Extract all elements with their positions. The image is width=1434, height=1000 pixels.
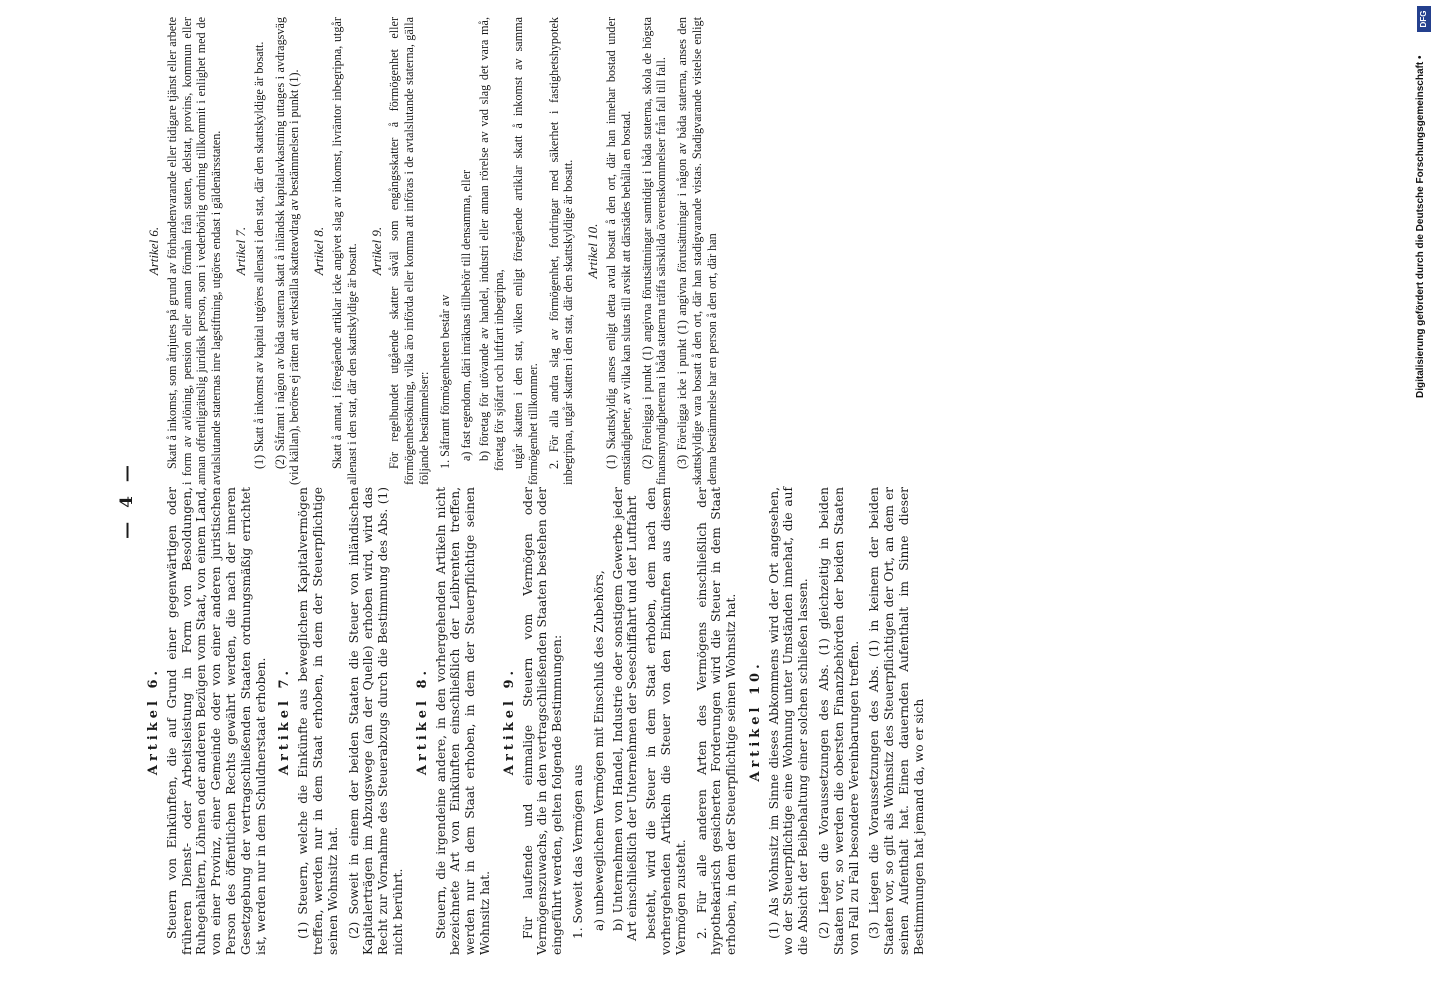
article-7-title-sv: Artikel 7.: [232, 226, 248, 276]
dfg-logo-text: DFG: [1419, 10, 1428, 28]
article-6-title-sv: Artikel 6.: [146, 226, 161, 276]
page-number: — 4 —: [117, 461, 137, 539]
article-8-title-de: Artikel 8.: [414, 666, 430, 776]
article-8-text-sv: Skatt å annat, i föregående artiklar icke angivet slag av inkomst, livräntor inbegripna, utgår allenast i den stat, där den skattskyldige är bosatt.: [329, 17, 359, 485]
article-9-title-de: Artikel 9.: [501, 666, 517, 776]
article-10-title-sv: Artikel 10.: [585, 223, 601, 279]
article-8-title-sv: Artikel 8.: [311, 226, 327, 276]
article-9-intro-sv: För regelbundet utgående skatter såväl som engångsskatter å förmögenhet eller förmögenhetsökning, vilka äro införda eller komma att införas i de avtalslutande staterna, gälla följande bestämmelser:: [387, 17, 431, 485]
article-7-p2-sv: (2) Såframt i någon av båda staterna skatt å inländsk kapitalavkastning uttages i avdragsväg (vid källan), beröres ej rätten att verkställa skatteavdrag av bestämmelsen i punkt (1).: [272, 17, 302, 485]
article-7-p2-de: (2) Soweit in einem der beiden Staaten die Steuer von inländischen Kapitalerträgen im Abzugswege (an der Quelle) erhoben wird, wird das Recht zur Vornahme des Steuerabzugs durch die Bestimmung des Abs. (1) nicht berührt.: [346, 487, 405, 955]
article-10-p3-de: (3) Liegen die Voraussetzungen des Abs. (1) in keinem der beiden Staaten vor, so gilt als Wohnsitz des Steuerpflichtigen der Ort, an dem er seinen Aufenthalt hat. Einen dauernden Aufenthalt im Sinne dieser Bestimmungen hat jemand da, wo er sich: [867, 487, 926, 955]
article-9-pb2-sv: utgår skatten i den stat, vilken enligt föregående artiklar skatt å inkomst av samma förmögenhet tillkommer.: [510, 17, 540, 485]
article-9-pb2-de: besteht, wird die Steuer in dem Staat erhoben, dem nach den vorhergehenden Artikeln die Steuer von den Einkünften aus diesem Vermögen zusteht.: [644, 487, 688, 955]
article-7-p1-de: (1) Steuern, welche die Einkünfte aus beweglichem Kapitalvermögen treffen, werden nur in dem Staat erhoben, in dem der Steuerpflichtige seinen Wohnsitz hat.: [296, 487, 340, 955]
article-9-intro-de: Für laufende und einmalige Steuern vom Vermögen oder Vermögenszuwachs, die in den vertragschließenden Staaten bestehen oder eingeführt werden, gelten folgende Bestimmungen:: [520, 487, 565, 955]
article-6-title-de: Artikel 6.: [146, 666, 161, 776]
article-10-title-de: Artikel 10.: [747, 660, 763, 782]
swedish-column: [137, 17, 726, 485]
article-7-p1-sv: (1) Skatt å inkomst av kapital utgöres allenast i den stat, där den skattskyldige är bosatt.: [251, 41, 266, 469]
article-10-p1-de: (1) Als Wohnsitz im Sinne dieses Abkommens wird der Ort angesehen, wo der Steuerpflichtige eine Wohnung unter Umständen innehat, die auf die Absicht der Beibehaltung einer solchen schließen lassen.: [766, 487, 811, 955]
article-9-title-sv: Artikel 9.: [368, 226, 384, 276]
digitization-credit: [1414, 8, 1434, 398]
article-8-text-de: Steuern, die irgendeine andere, in den vorhergehenden Artikeln nicht bezeichnete Art von Einkünften einschließlich der Leibrenten treffen, werden nur in dem Staat erhoben, in dem der Steuerpflichtige seinen Wohnsitz hat.: [433, 487, 492, 955]
rotated-page: [117, 5, 1297, 995]
article-10-p1-sv: (1) Skattskyldig anses enligt detta avtal bosatt å den ort, där han innehar bostad under omständigheter, av vilka kan slutas till avsikt att därstädes behålla en bostad.: [603, 17, 633, 485]
article-9-p1-sv: 1. Såframt förmögenheten består av: [437, 294, 452, 469]
article-7-title-de: Artikel 7.: [277, 666, 293, 776]
article-6-text-sv: Skatt å inkomst, som åtnjutes på grund av förhandenvarande eller tidigare tjänst eller arbete i form av avlöning, pension eller annan förmån från staten, delstat, provins, kommun eller annan offentligrättslig juridisk person, som i vederbörlig ordning tillkommit i enlighet med de avtalslutande staternas inre lagstiftning, utgöres endast i gäldenärsstaten.: [164, 17, 224, 485]
article-9-pa-sv: a) fast egendom, däri inräknas tillbehör till densamma, eller: [458, 169, 473, 461]
digitization-credit-text: Digitalisierung gefördert durch die Deutsche Forschungsgemeinschaft •: [1415, 55, 1426, 398]
article-10-p2-sv: (2) Föreligga i punkt (1) angivna förutsättningar samtidigt i båda staterna, skola de högsta finansmyndigheterna i båda staterna träffa särskilda överenskommelser från fall till fall.: [639, 17, 669, 485]
article-9-p2-de: 2. Für alle anderen Arten des Vermögens einschließlich der hypothekarisch gesicherten Forderungen wird die Steuer in dem Staat erhoben, in dem der Steuerpflichtige seinen Wohnsitz hat.: [694, 487, 739, 955]
article-10-p3-sv: (3) Föreligga icke i punkt (1) angivna förutsättningar i någon av båda staterna, anses den skattskyldige vara bosatt å den ort, där han stadigvarande vistas. Stadigvarande vistelse enligt denna bestämmelse har en person å den ort, där han: [675, 17, 719, 485]
article-9-pb-sv: b) företag för utövande av handel, industri eller annan rörelse av vad slag det vara må, företag för sjöfart och luftfart inbegripna,: [477, 17, 507, 471]
article-9-p1-de: 1. Soweit das Vermögen aus: [570, 764, 585, 939]
article-10-p2-de: (2) Liegen die Voraussetzungen des Abs. (1) gleichzeitig in beiden Staaten vor, so werden die obersten Finanzbehörden der beiden Staaten von Fall zu Fall besondere Vereinbarungen treffen.: [817, 487, 861, 955]
article-9-pb-de: b) Unternehmen von Handel, Industrie oder sonstigem Gewerbe jeder Art einschließlich der Unternehmen der Seeschiffahrt und der Luftfahrt: [610, 487, 640, 941]
article-6-text-de: Steuern von Einkünften, die auf Grund einer gegenwärtigen oder früheren Dienst- oder Arbeitsleistung in Form von Besoldungen, Ruhegehältern, Löhnen oder anderen Bezügen vom Staat, von einem Land, von einer Provinz, einer Gemeinde oder von einer anderen juristischen Person des öffentlichen Rechts gewährt werden, die nach der inneren Gesetzgebung der vertragschließenden Staaten ordnungsmäßig errichtet ist, werden nur in dem Schuldnerstaat erhoben.: [164, 487, 268, 955]
article-9-p2-sv: 2. För alla andra slag av förmögenhet, fordringar med säkerhet i fastighetshypotek inbegripna, utgår skatten i den stat, där den skattskyldige är bosatt.: [546, 17, 576, 485]
dfg-logo: [1417, 6, 1431, 32]
german-column: [137, 487, 933, 955]
article-9-pa-de: a) unbeweglichem Vermögen mit Einschluß des Zubehörs,: [591, 570, 606, 931]
